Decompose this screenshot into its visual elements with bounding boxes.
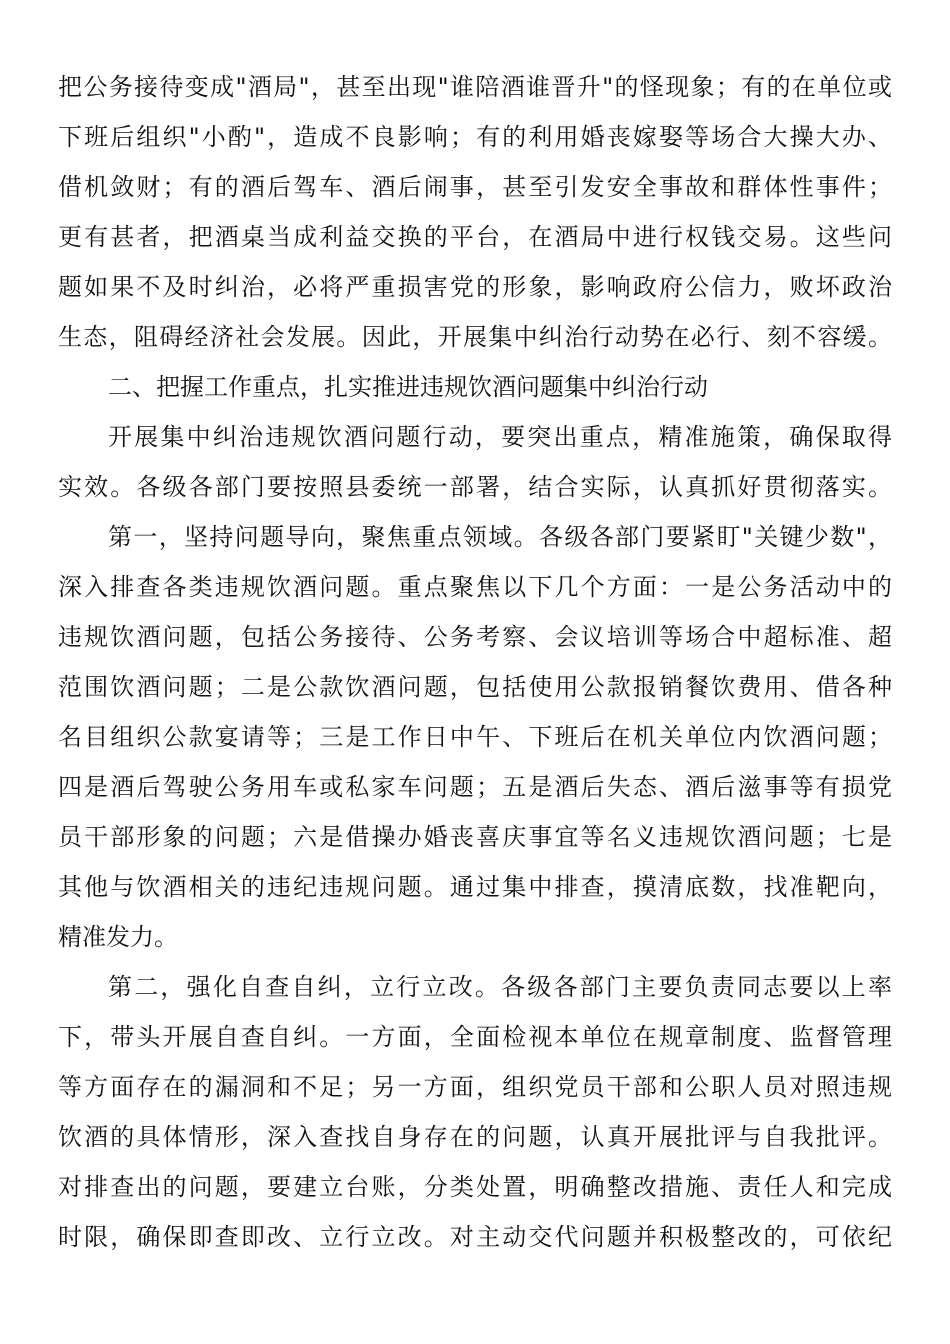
text-line: 深入排查各类违规饮酒问题。重点聚焦以下几个方面：一是公务活动中的 xyxy=(58,573,892,601)
text-line: 四是酒后驾驶公务用车或私家车问题；五是酒后失态、酒后滋事等有损党 xyxy=(58,773,892,801)
text-line: 下班后组织"小酌"，造成不良影响；有的利用婚丧嫁娶等场合大操大办、 xyxy=(58,123,892,151)
text-line: 题如果不及时纠治，必将严重损害党的形象，影响政府公信力，败坏政治 xyxy=(58,273,892,301)
text-line: 把公务接待变成"酒局"，甚至出现"谁陪酒谁晋升"的怪现象；有的在单位或 xyxy=(58,73,892,101)
document-page xyxy=(58,62,892,1262)
text-line: 范围饮酒问题；二是公款饮酒问题，包括使用公款报销餐饮费用、借各种 xyxy=(58,673,892,701)
text-line: 下，带头开展自查自纠。一方面，全面检视本单位在规章制度、监督管理 xyxy=(58,1023,892,1051)
section-heading: 二、把握工作重点，扎实推进违规饮酒问题集中纠治行动 xyxy=(108,373,708,401)
text-line: 对排查出的问题，要建立台账，分类处置，明确整改措施、责任人和完成 xyxy=(58,1173,892,1201)
text-line: 名目组织公款宴请等；三是工作日中午、下班后在机关单位内饮酒问题； xyxy=(58,723,892,751)
text-line: 开展集中纠治违规饮酒问题行动，要突出重点，精准施策，确保取得 xyxy=(108,423,892,451)
text-line: 等方面存在的漏洞和不足；另一方面，组织党员干部和公职人员对照违规 xyxy=(58,1073,892,1101)
text-line: 更有甚者，把酒桌当成利益交换的平台，在酒局中进行权钱交易。这些问 xyxy=(58,223,892,251)
text-line: 员干部形象的问题；六是借操办婚丧喜庆事宜等名义违规饮酒问题；七是 xyxy=(58,823,892,851)
text-line: 实效。各级各部门要按照县委统一部署，结合实际，认真抓好贯彻落实。 xyxy=(58,473,892,501)
text-line: 第二，强化自查自纠，立行立改。各级各部门主要负责同志要以上率 xyxy=(108,973,892,1001)
text-line: 借机敛财；有的酒后驾车、酒后闹事，甚至引发安全事故和群体性事件； xyxy=(58,173,892,201)
text-line: 饮酒的具体情形，深入查找自身存在的问题，认真开展批评与自我批评。 xyxy=(58,1123,892,1151)
text-line: 精准发力。 xyxy=(58,923,178,951)
text-line: 其他与饮酒相关的违纪违规问题。通过集中排查，摸清底数，找准靶向， xyxy=(58,873,892,901)
text-line: 第一，坚持问题导向，聚焦重点领域。各级各部门要紧盯"关键少数"， xyxy=(108,523,892,551)
text-line: 违规饮酒问题，包括公务接待、公务考察、会议培训等场合中超标准、超 xyxy=(58,623,892,651)
text-line: 生态，阻碍经济社会发展。因此，开展集中纠治行动势在必行、刻不容缓。 xyxy=(58,323,892,351)
text-line: 时限，确保即查即改、立行立改。对主动交代问题并积极整改的，可依纪 xyxy=(58,1223,892,1251)
